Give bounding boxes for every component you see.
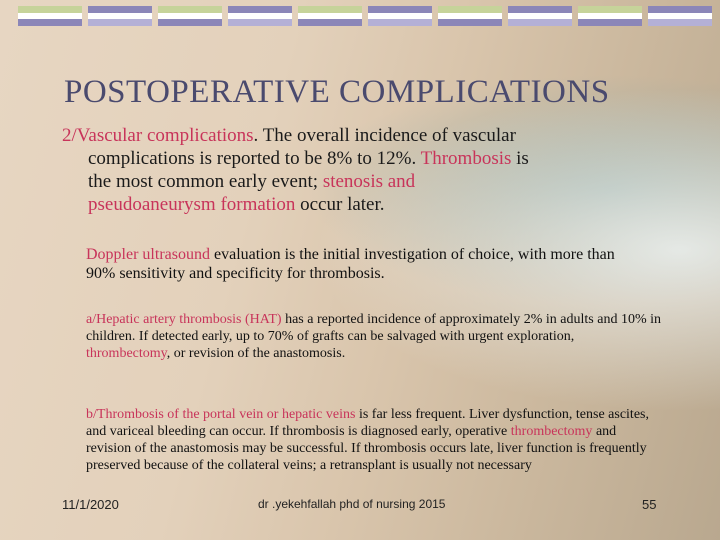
thrombectomy-term: thrombectomy bbox=[510, 424, 593, 439]
portal-vein-term: b/Thrombosis of the portal vein or hepatic veins bbox=[86, 407, 356, 422]
text: and revision of the anastomosis may be successful. If thrombosis occurs late, liver function is frequently preserved because of the collateral veins; a retransplant is usually not necessary bbox=[86, 424, 647, 473]
slide-number: 55 bbox=[642, 497, 657, 512]
doppler-term: Doppler ultrasound bbox=[86, 246, 210, 263]
text-line bbox=[62, 193, 662, 216]
text: the most common early event; bbox=[88, 171, 323, 192]
text: is bbox=[511, 148, 529, 169]
text: has a reported incidence of approximately 2% in adults and 10% in children. If detected early, up to 70% of grafts can be salvaged with urgent exploration, bbox=[86, 312, 661, 344]
thrombectomy-term: thrombectomy bbox=[86, 346, 167, 361]
hepatic-artery-paragraph bbox=[86, 311, 661, 362]
text: evaluation is the initial investigation of choice, with more than 90% sensitivity and specificity for thrombosis. bbox=[86, 246, 615, 282]
stripe-block bbox=[88, 6, 152, 32]
pseudoaneurysm-term: pseudoaneurysm formation bbox=[88, 194, 296, 215]
text: is far less frequent. Liver dysfunction, tense ascites, and variceal bleeding can occur. If thrombosis is diagnosed early, operative bbox=[86, 407, 649, 439]
text: , or revision of the anastomosis. bbox=[166, 346, 346, 361]
text-line bbox=[62, 170, 662, 193]
portal-vein-paragraph bbox=[86, 406, 661, 474]
text: . The overall incidence of vascular bbox=[253, 125, 516, 146]
stripe-block bbox=[578, 6, 642, 32]
text-line bbox=[62, 147, 662, 170]
vascular-complications-paragraph bbox=[62, 124, 662, 216]
stripe-block bbox=[438, 6, 502, 32]
stripe-block bbox=[298, 6, 362, 32]
stripe-block bbox=[228, 6, 292, 32]
text: occur later. bbox=[295, 194, 385, 215]
slide-title: POSTOPERATIVE COMPLICATIONS bbox=[64, 74, 610, 110]
thrombosis-term: Thrombosis bbox=[420, 148, 512, 169]
footer-author: dr .yekehfallah phd of nursing 2015 bbox=[258, 497, 446, 511]
decorative-stripe-bar bbox=[18, 6, 712, 32]
stripe-block bbox=[648, 6, 712, 32]
stripe-block bbox=[18, 6, 82, 32]
footer-date: 11/1/2020 bbox=[62, 497, 119, 512]
stripe-block bbox=[368, 6, 432, 32]
stenosis-term: stenosis and bbox=[322, 171, 416, 192]
vascular-complications-heading: 2/Vascular complications bbox=[62, 125, 254, 146]
stripe-block bbox=[508, 6, 572, 32]
text: complications is reported to be 8% to 12%. bbox=[88, 148, 421, 169]
doppler-paragraph bbox=[86, 245, 646, 283]
hat-term: a/Hepatic artery thrombosis (HAT) bbox=[86, 312, 282, 327]
stripe-block bbox=[158, 6, 222, 32]
